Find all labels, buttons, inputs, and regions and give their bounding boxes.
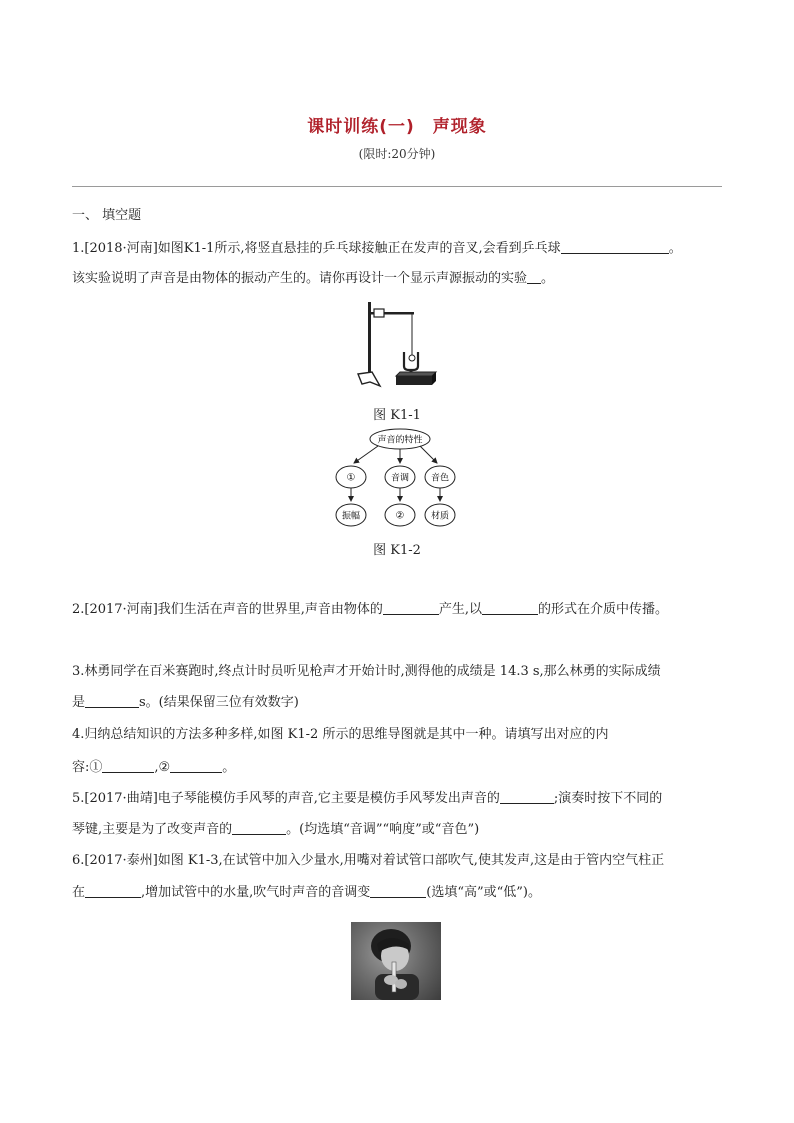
q1-text-2: 该实验说明了声音是由物体的振动产生的。请你再设计一个显示声源振动的实验	[72, 271, 528, 286]
q4-blank-1[interactable]	[102, 758, 154, 773]
q5-text-3: 琴键,主要是为了改变声音的	[72, 822, 233, 837]
q1-text-1-end: 。	[668, 241, 682, 256]
question-6-line-2	[72, 883, 541, 902]
question-1-line-2	[72, 269, 554, 288]
question-3-line-2	[72, 693, 299, 712]
q2-text-3: 的形式在介质中传播。	[538, 602, 669, 617]
question-2	[72, 600, 668, 619]
q2-text-2: 产生,以	[438, 602, 483, 617]
stand-clamp	[374, 309, 384, 317]
q6-blank-1[interactable]	[85, 883, 141, 898]
girl-blowing-test-tube-photo	[351, 922, 441, 1000]
question-6-line-1: 6.[2017·泰州]如图 K1-3,在试管中加入少量水,用嘴对着试管口部吹气,使其发声,这是由于管内空气柱正	[72, 853, 665, 868]
q6-text-2: ,增加试管中的水量,吹气时声音的音调变	[141, 885, 371, 900]
q2-blank-1[interactable]	[383, 600, 439, 615]
q2-blank-2[interactable]	[482, 600, 538, 615]
q4-text-3: 。	[222, 760, 236, 775]
q3-text-1: 是	[72, 695, 86, 710]
mind-map-node-2-label: ②	[395, 510, 405, 522]
time-limit: (限时:20分钟)	[358, 147, 436, 161]
q3-blank[interactable]	[85, 693, 139, 708]
q2-text-1: 2.[2017·河南]我们生活在声音的世界里,声音由物体的	[72, 602, 383, 617]
q5-blank-2[interactable]	[232, 820, 286, 835]
question-5-line-1	[72, 789, 662, 808]
q6-blank-2[interactable]	[370, 883, 426, 898]
mind-map-root-label: 声音的特性	[377, 435, 423, 446]
photo-illustration	[351, 922, 441, 1000]
q5-text-1: 5.[2017·曲靖]电子琴能模仿手风琴的声音,它主要是模仿手风琴发出声音的	[72, 791, 500, 806]
question-5-line-2	[72, 820, 479, 839]
resonance-box	[396, 376, 432, 385]
ping-pong-ball	[409, 355, 415, 361]
section-heading: 一、 填空题	[72, 208, 142, 223]
q1-text-1: 1.[2018·河南]如图K1-1所示,将竖直悬挂的乒乓球接触正在发声的音叉,会看到乒乓球	[72, 241, 561, 256]
q5-blank-1[interactable]	[500, 789, 554, 804]
header-divider	[72, 186, 722, 187]
q6-text-3: (选填“高”或“低”)。	[426, 885, 542, 900]
figure-k1-1-caption: 图 K1-1	[373, 408, 421, 423]
page-title: 课时训练(一) 声现象	[307, 117, 487, 137]
q5-text-4: 。(均选填“音调”“响度”或“音色”)	[286, 822, 480, 837]
q6-text-1: 在	[72, 885, 86, 900]
question-4-line-2	[72, 758, 235, 777]
tuning-fork-figure	[352, 296, 452, 391]
q4-blank-2[interactable]	[170, 758, 222, 773]
q3-text-2: s。(结果保留三位有效数字)	[139, 695, 299, 710]
q1-blank-2[interactable]	[527, 269, 541, 284]
resonance-box-top	[396, 372, 436, 376]
mind-map-node-1-label: ①	[346, 472, 356, 484]
mind-map-node-pitch-label: 音调	[390, 473, 410, 484]
q1-text-2-end: 。	[541, 271, 555, 286]
q4-text-1: 容:①	[72, 760, 103, 775]
mind-map-node-material-label: 材质	[430, 511, 450, 522]
question-1-line-1	[72, 239, 682, 258]
q4-text-2: ,②	[154, 760, 171, 775]
q1-blank-1[interactable]	[561, 239, 669, 254]
figure-k1-2-caption: 图 K1-2	[373, 543, 421, 558]
mind-map-figure	[330, 426, 460, 530]
mind-map-node-amplitude-label: 振幅	[341, 511, 361, 522]
mind-map-node-timbre-label: 音色	[430, 473, 450, 484]
question-3-line-1: 3.林勇同学在百米赛跑时,终点计时员听见枪声才开始计时,测得他的成绩是 14.3 s,那么林勇的实际成绩	[72, 664, 661, 679]
stand-base	[358, 372, 380, 386]
q5-text-2: ;演奏时按下不同的	[553, 791, 663, 806]
question-4-line-1: 4.归纳总结知识的方法多种多样,如图 K1-2 所示的思维导图就是其中一种。请填写出对应的内	[72, 727, 609, 742]
